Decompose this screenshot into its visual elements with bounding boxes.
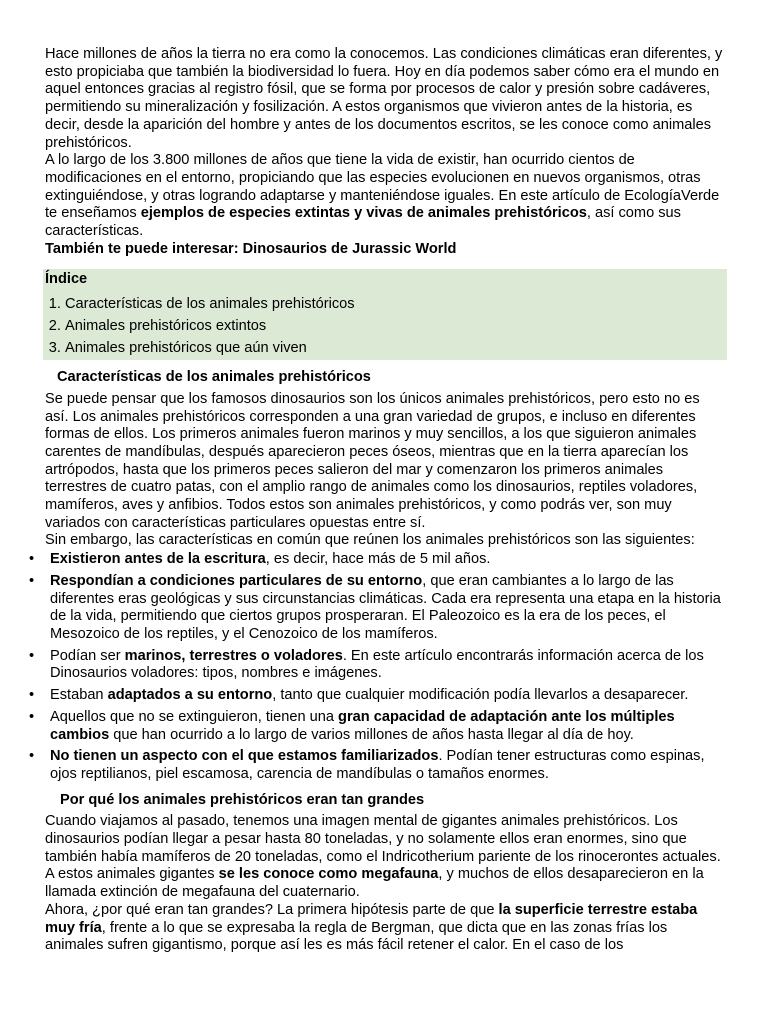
toc-list [45,293,725,359]
bullet-pre: Aquellos que no se extinguieron, tienen una [50,708,339,725]
toc-item-extinct[interactable]: 2. Animales prehistóricos extintos [65,315,725,337]
list-item [50,709,725,744]
s2-p1-end: , y muchos de ellos desaparecieron en la llamada extinción de megafauna del cuaternario. [45,866,704,901]
bullet-post: . En este artículo encontrarás información acerca de los Dinosaurios voladores: tipos, nombres e imágenes. [50,647,704,682]
bullet-bold: adaptados a su entorno [107,687,273,704]
s2-p2-start: Ahora, ¿por qué eran tan grandes? La primera hipótesis parte de que [45,901,499,918]
list-item [50,687,725,705]
characteristics-list [45,551,725,783]
bullet-post: que han ocurrido a lo largo de varios millones de años hasta llegar al día de hoy. [109,726,634,743]
list-item [50,551,725,569]
s2-p1-bold: se les conoce como megafauna [218,866,439,883]
section1-paragraph-2: Sin embargo, las características en común que reúnen los animales prehistóricos son las siguientes: [45,532,695,549]
intro-p1-text: Hace millones de años la tierra no era como la conocemos. Las condiciones climáticas eran diferentes, y esto propiciaba que también la biodiversidad lo fuera. Hoy en día podemos saber cómo era el mundo en aquel entonces gracias al registro fósil, que se forma por procesos de calor y presión sobre cadáveres, permitiendo su mineralización y fosilización. A estos organismos que vivieron antes de la historia, es decir, desde la aparición del hombre y antes de los documentos escritos, se les conoce como animales prehistóricos. [45,46,723,151]
table-of-contents [43,269,727,360]
intro-paragraph-2 [45,152,725,241]
list-item [50,573,725,644]
section2-paragraph-1 [45,813,725,902]
bullet-pre: Podían ser [50,647,125,664]
s2-p1-start: Cuando viajamos al pasado, tenemos una imagen mental de gigantes animales prehistóricos. Los dinosaurios podían llegar a pesar hasta 80 toneladas, y no solamente ellos eran enormes, sino que también había mamíferos de 20 toneladas, como el Indricotherium pariente de los rinocerontes actuales. A estos animales gigantes [45,813,721,883]
bullet-bold: Existieron antes de la escritura [50,551,266,568]
intro-paragraph-1 [45,46,725,152]
intro-p2-end: , así como sus características. [45,205,681,240]
toc-item-characteristics[interactable]: 1. Características de los animales prehistóricos [65,293,725,315]
bullet-post: , que eran cambiantes a lo largo de las diferentes eras geológicas y sus circunstancias climáticas. Cada era representa una etapa en la historia de la vida, permitiendo que ciertos grupos prosperaran. El Paleozoico es la era de los peces, el Mesozoico de los reptiles, y el Cenozoico de los mamíferos. [50,572,721,642]
bullet-post: , es decir, hace más de 5 mil años. [265,551,491,568]
s2-p2-bold: la superficie terrestre estaba muy fría [45,901,698,936]
bullet-bold: marinos, terrestres o voladores [124,647,343,664]
bullet-bold: gran capacidad de adaptación ante los múltiples cambios [50,708,675,743]
bullet-post: . Podían tener estructuras como espinas, ojos reptilianos, piel escamosa, carencia de mandíbulas o tamaños enormes. [50,748,705,782]
bullet-pre: Estaban [50,687,108,704]
list-item [50,648,725,683]
toc-item-living[interactable]: 3. Animales prehistóricos que aún viven [65,337,725,359]
toc-title: Índice [45,271,88,288]
article-content [45,46,725,955]
bullet-bold: No tienen un aspecto con el que estamos familiarizados [50,748,439,765]
section1-paragraph-1: Se puede pensar que los famosos dinosaurios son los únicos animales prehistóricos, pero esto no es así. Los animales prehistóricos corresponden a una gran variedad de grupos, e incluso en diferentes formas de ellos. Los primeros animales fueron marinos y muy sencillos, a los que siguieron animales carentes de mandíbulas, después aparecieron peces óseos, mientras que en la tierra aparecían los artrópodos, hasta que los primeros peces salieron del mar y comenzaron los primeros animales terrestres de cuatro patas, con el amplio rango de animales como los dinosaurios, reptiles voladores, mamíferos, aves y anfibios. Todos estos son animales prehistóricos, y como podrás ver, son muy variados con características particulares opuestas entre sí. [45,390,700,531]
section-heading-characteristics: Características de los animales prehistóricos [57,369,371,386]
list-item [50,748,725,783]
section2-paragraph-2 [45,902,725,955]
s2-p2-end: , frente a lo que se expresaba la regla de Bergman, que dicta que en las zonas frías los animales sufren gigantismo, porque así les es más fácil retener el calor. En el caso de los [45,919,668,954]
intro-p2-start: A lo largo de los 3.800 millones de años que tiene la vida de existir, han ocurrido cientos de modificaciones en el entorno, propiciando que las especies evolucionen en nuevos organismos, otras extinguiéndose, y otras logrando adaptarse y manteniéndose iguales. En este artículo de EcologíaVerde te enseñamos [45,152,720,222]
also-interest-link[interactable]: También te puede interesar: Dinosaurios de Jurassic World [45,240,457,257]
bullet-post: , tanto que cualquier modificación podía llevarlos a desaparecer. [272,687,689,704]
intro-p2-bold: ejemplos de especies extintas y vivas de animales prehistóricos [140,205,587,222]
section-heading-size: Por qué los animales prehistóricos eran tan grandes [60,791,425,808]
bullet-bold: Respondían a condiciones particulares de su entorno [50,572,423,589]
